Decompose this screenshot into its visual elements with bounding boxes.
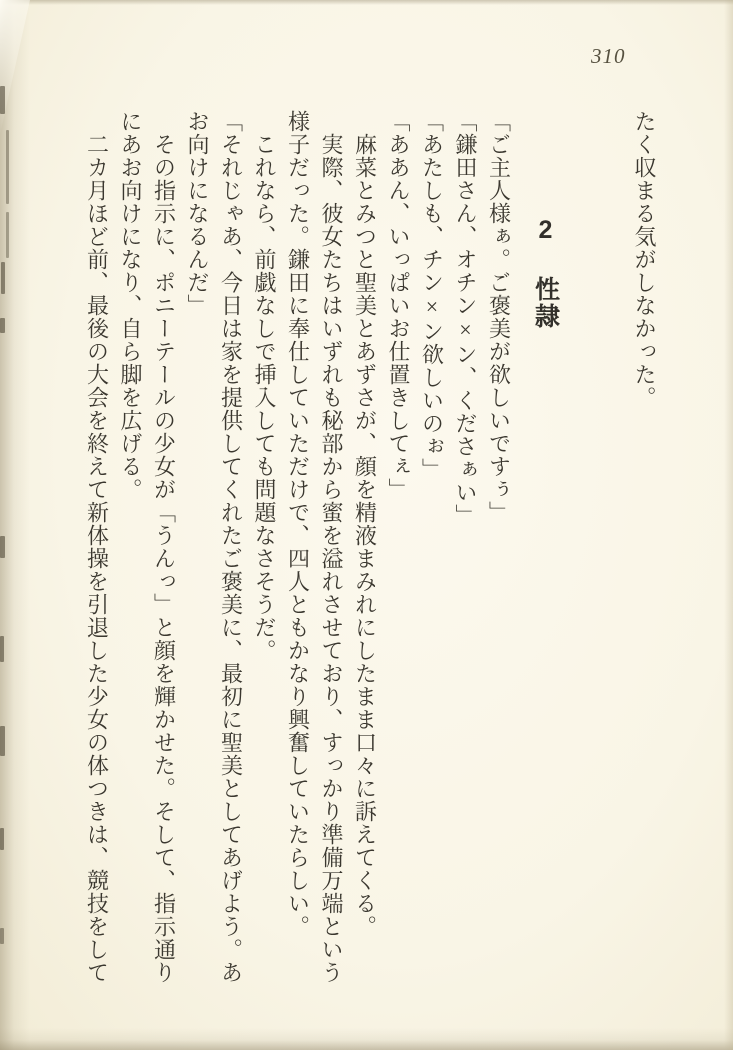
text-column: その指示に、ポニーテールの少女が「うんっ」と顔を輝かせた。そして、指示通り xyxy=(151,133,177,984)
text-column: 様子だった。鎌田に奉仕していただけで、四人ともかなり興奮していたらしい。 xyxy=(285,110,311,938)
binding-mark xyxy=(0,928,4,944)
page-corner-sliver xyxy=(0,0,30,135)
text-column: にあお向けになり、自ら脚を広げる。 xyxy=(118,110,143,501)
text-column: 実際、彼女たちはいずれも秘部から蜜を溢れさせており、すっかり準備万端という xyxy=(319,133,344,984)
binding-mark xyxy=(6,130,9,204)
text-column: 「あたしも、チン×ン欲しいのぉ」 xyxy=(419,110,445,481)
text-column: 「ああん、いっぱいお仕置きしてぇ」 xyxy=(386,110,411,501)
text-column: 「鎌田さん、オチン×ン、くださぁい」 xyxy=(453,110,478,527)
text-column: 「ご主人様ぁ。ご褒美が欲しいですぅ」 xyxy=(486,110,512,524)
binding-mark xyxy=(0,86,5,114)
binding-mark xyxy=(0,726,5,756)
chapter-heading: 2 性隷 xyxy=(531,216,560,330)
page-number: 310 xyxy=(591,44,626,68)
text-column: 「それじゃあ、今日は家を提供してくれたご褒美に、最初に聖美としてあげよう。あ xyxy=(218,110,244,984)
text-column: これなら、前戯なしで挿入しても問題なさそうだ。 xyxy=(252,133,277,662)
binding-mark xyxy=(0,536,5,558)
text-column: 二カ月ほど前、最後の大会を終えて新体操を引退した少女の体つきは、競技をして xyxy=(84,133,110,984)
binding-mark xyxy=(0,828,4,850)
binding-mark xyxy=(0,636,4,662)
text-column: お向けになるんだ」 xyxy=(185,110,210,317)
binding-mark xyxy=(0,318,5,333)
text-column: たく収まる気がしなかった。 xyxy=(632,110,657,409)
text-column: 麻菜とみつと聖美とあずさが、顔を精液まみれにしたまま口々に訴えてくる。 xyxy=(352,133,378,938)
vertical-text-area xyxy=(80,110,661,990)
binding-mark xyxy=(6,212,9,258)
binding-mark xyxy=(1,262,5,294)
